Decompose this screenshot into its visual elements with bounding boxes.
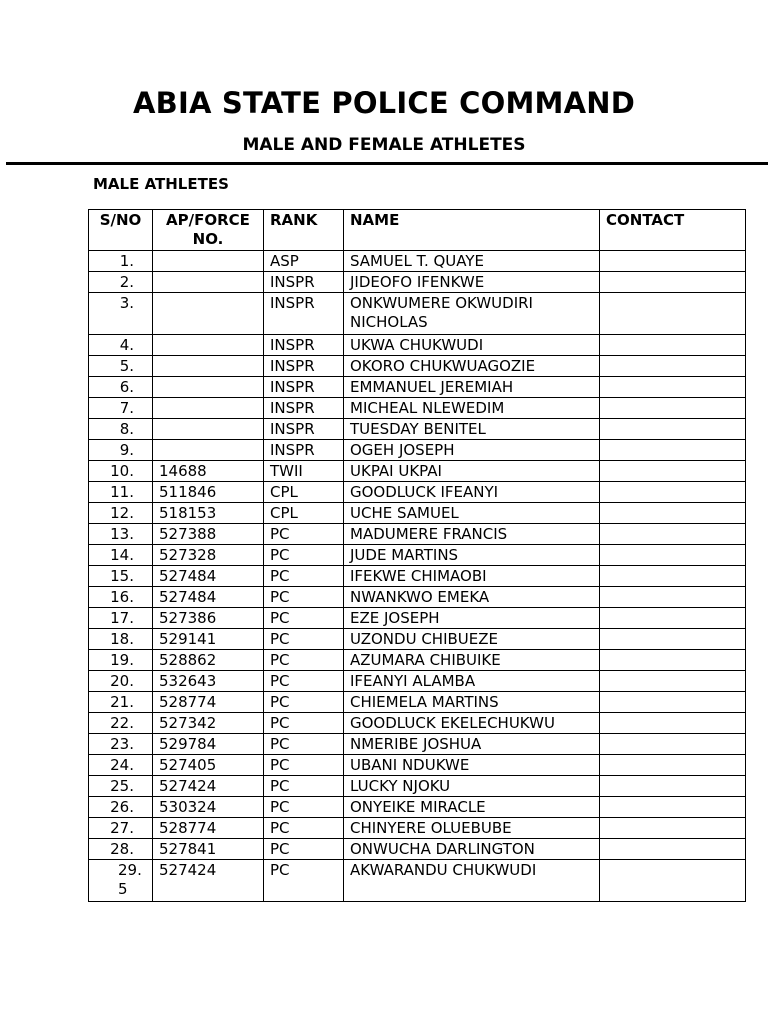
header-force-no: AP/FORCE NO. bbox=[153, 210, 264, 251]
cell-force-no: 527424 bbox=[153, 860, 264, 902]
cell-rank: PC bbox=[264, 608, 344, 629]
cell-sn: 17. bbox=[89, 608, 153, 629]
cell-contact bbox=[600, 503, 746, 524]
cell-force-no: 529141 bbox=[153, 629, 264, 650]
cell-contact bbox=[600, 293, 746, 335]
cell-contact bbox=[600, 566, 746, 587]
cell-force-no: 527386 bbox=[153, 608, 264, 629]
cell-name: JUDE MARTINS bbox=[344, 545, 600, 566]
cell-rank: TWII bbox=[264, 461, 344, 482]
table-row bbox=[89, 356, 746, 377]
cell-name: GOODLUCK EKELECHUKWU bbox=[344, 713, 600, 734]
cell-contact bbox=[600, 650, 746, 671]
cell-sn: 12. bbox=[89, 503, 153, 524]
table-row bbox=[89, 377, 746, 398]
cell-force-no: 527484 bbox=[153, 587, 264, 608]
cell-contact bbox=[600, 272, 746, 293]
section-heading: MALE ATHLETES bbox=[93, 175, 229, 193]
cell-force-no bbox=[153, 293, 264, 335]
table-row bbox=[89, 251, 746, 272]
cell-force-no: 527841 bbox=[153, 839, 264, 860]
cell-rank: PC bbox=[264, 734, 344, 755]
cell-force-no bbox=[153, 335, 264, 356]
table-row bbox=[89, 755, 746, 776]
cell-rank: CPL bbox=[264, 503, 344, 524]
cell-sn: 2. bbox=[89, 272, 153, 293]
table-row bbox=[89, 419, 746, 440]
cell-rank: PC bbox=[264, 692, 344, 713]
cell-rank: INSPR bbox=[264, 356, 344, 377]
athletes-table bbox=[88, 209, 746, 902]
cell-name: UCHE SAMUEL bbox=[344, 503, 600, 524]
table-row bbox=[89, 566, 746, 587]
cell-name: JIDEOFO IFENKWE bbox=[344, 272, 600, 293]
cell-sn: 29. 5 bbox=[89, 860, 153, 902]
cell-name: UZONDU CHIBUEZE bbox=[344, 629, 600, 650]
cell-contact bbox=[600, 335, 746, 356]
cell-name: OGEH JOSEPH bbox=[344, 440, 600, 461]
cell-force-no bbox=[153, 440, 264, 461]
cell-sn: 1. bbox=[89, 251, 153, 272]
cell-rank: PC bbox=[264, 545, 344, 566]
header-name: NAME bbox=[344, 210, 600, 251]
cell-rank: PC bbox=[264, 629, 344, 650]
cell-force-no: 527328 bbox=[153, 545, 264, 566]
cell-rank: INSPR bbox=[264, 377, 344, 398]
cell-sn: 9. bbox=[89, 440, 153, 461]
cell-contact bbox=[600, 377, 746, 398]
cell-name: IFEANYI ALAMBA bbox=[344, 671, 600, 692]
table-row bbox=[89, 839, 746, 860]
cell-contact bbox=[600, 860, 746, 902]
cell-force-no: 527484 bbox=[153, 566, 264, 587]
cell-name: AKWARANDU CHUKWUDI bbox=[344, 860, 600, 902]
table-row bbox=[89, 734, 746, 755]
cell-force-no: 528774 bbox=[153, 818, 264, 839]
cell-name: ONKWUMERE OKWUDIRI NICHOLAS bbox=[344, 293, 600, 335]
cell-sn: 28. bbox=[89, 839, 153, 860]
cell-contact bbox=[600, 398, 746, 419]
cell-sn: 23. bbox=[89, 734, 153, 755]
table-row bbox=[89, 545, 746, 566]
cell-rank: PC bbox=[264, 818, 344, 839]
cell-force-no: 527405 bbox=[153, 755, 264, 776]
table-row bbox=[89, 461, 746, 482]
cell-force-no bbox=[153, 251, 264, 272]
cell-rank: PC bbox=[264, 524, 344, 545]
cell-sn: 22. bbox=[89, 713, 153, 734]
cell-force-no: 527388 bbox=[153, 524, 264, 545]
cell-rank: PC bbox=[264, 566, 344, 587]
cell-contact bbox=[600, 608, 746, 629]
cell-sn: 15. bbox=[89, 566, 153, 587]
table-row bbox=[89, 671, 746, 692]
cell-rank: CPL bbox=[264, 482, 344, 503]
cell-sn: 10. bbox=[89, 461, 153, 482]
cell-sn: 26. bbox=[89, 797, 153, 818]
cell-sn: 18. bbox=[89, 629, 153, 650]
cell-sn: 3. bbox=[89, 293, 153, 335]
cell-sn: 5. bbox=[89, 356, 153, 377]
cell-force-no bbox=[153, 272, 264, 293]
cell-name: MICHEAL NLEWEDIM bbox=[344, 398, 600, 419]
cell-name: AZUMARA CHIBUIKE bbox=[344, 650, 600, 671]
cell-name: OKORO CHUKWUAGOZIE bbox=[344, 356, 600, 377]
table-row bbox=[89, 650, 746, 671]
table-row bbox=[89, 335, 746, 356]
cell-sn: 27. bbox=[89, 818, 153, 839]
document-title: ABIA STATE POLICE COMMAND bbox=[133, 86, 635, 120]
cell-name: UKPAI UKPAI bbox=[344, 461, 600, 482]
cell-rank: PC bbox=[264, 650, 344, 671]
cell-sn: 20. bbox=[89, 671, 153, 692]
table-row bbox=[89, 503, 746, 524]
cell-contact bbox=[600, 734, 746, 755]
cell-contact bbox=[600, 671, 746, 692]
cell-name: UBANI NDUKWE bbox=[344, 755, 600, 776]
table-body bbox=[89, 251, 746, 902]
cell-name: EZE JOSEPH bbox=[344, 608, 600, 629]
horizontal-rule bbox=[6, 162, 768, 165]
table-row bbox=[89, 692, 746, 713]
table-row bbox=[89, 776, 746, 797]
table-row bbox=[89, 482, 746, 503]
cell-rank: PC bbox=[264, 671, 344, 692]
table-row bbox=[89, 272, 746, 293]
cell-contact bbox=[600, 419, 746, 440]
table-row bbox=[89, 398, 746, 419]
cell-rank: PC bbox=[264, 776, 344, 797]
cell-contact bbox=[600, 545, 746, 566]
cell-rank: INSPR bbox=[264, 272, 344, 293]
cell-force-no: 14688 bbox=[153, 461, 264, 482]
cell-sn: 6. bbox=[89, 377, 153, 398]
cell-rank: INSPR bbox=[264, 440, 344, 461]
cell-contact bbox=[600, 461, 746, 482]
cell-name: LUCKY NJOKU bbox=[344, 776, 600, 797]
cell-sn: 16. bbox=[89, 587, 153, 608]
cell-sn: 8. bbox=[89, 419, 153, 440]
cell-force-no: 527342 bbox=[153, 713, 264, 734]
cell-force-no bbox=[153, 419, 264, 440]
cell-name: NMERIBE JOSHUA bbox=[344, 734, 600, 755]
table-row bbox=[89, 293, 746, 335]
cell-rank: PC bbox=[264, 839, 344, 860]
cell-force-no: 529784 bbox=[153, 734, 264, 755]
cell-force-no: 527424 bbox=[153, 776, 264, 797]
cell-contact bbox=[600, 797, 746, 818]
cell-contact bbox=[600, 692, 746, 713]
cell-name: NWANKWO EMEKA bbox=[344, 587, 600, 608]
document-subtitle: MALE AND FEMALE ATHLETES bbox=[242, 135, 526, 155]
header-contact: CONTACT bbox=[600, 210, 746, 251]
cell-rank: PC bbox=[264, 797, 344, 818]
cell-force-no: 511846 bbox=[153, 482, 264, 503]
cell-sn: 13. bbox=[89, 524, 153, 545]
cell-name: IFEKWE CHIMAOBI bbox=[344, 566, 600, 587]
cell-contact bbox=[600, 629, 746, 650]
table-row bbox=[89, 629, 746, 650]
cell-sn: 4. bbox=[89, 335, 153, 356]
cell-sn: 21. bbox=[89, 692, 153, 713]
cell-name: MADUMERE FRANCIS bbox=[344, 524, 600, 545]
cell-rank: PC bbox=[264, 587, 344, 608]
cell-sn: 14. bbox=[89, 545, 153, 566]
cell-contact bbox=[600, 776, 746, 797]
table-row bbox=[89, 524, 746, 545]
header-sn: S/NO bbox=[89, 210, 153, 251]
cell-name: CHINYERE OLUEBUBE bbox=[344, 818, 600, 839]
cell-contact bbox=[600, 839, 746, 860]
table-row bbox=[89, 587, 746, 608]
cell-force-no: 532643 bbox=[153, 671, 264, 692]
cell-force-no: 518153 bbox=[153, 503, 264, 524]
cell-name: EMMANUEL JEREMIAH bbox=[344, 377, 600, 398]
table-header-row bbox=[89, 210, 746, 251]
cell-contact bbox=[600, 356, 746, 377]
cell-force-no: 530324 bbox=[153, 797, 264, 818]
table-row bbox=[89, 797, 746, 818]
cell-name: UKWA CHUKWUDI bbox=[344, 335, 600, 356]
cell-sn: 24. bbox=[89, 755, 153, 776]
cell-rank: ASP bbox=[264, 251, 344, 272]
cell-contact bbox=[600, 755, 746, 776]
table-row bbox=[89, 713, 746, 734]
table-row bbox=[89, 818, 746, 839]
cell-rank: INSPR bbox=[264, 293, 344, 335]
cell-sn: 19. bbox=[89, 650, 153, 671]
cell-name: TUESDAY BENITEL bbox=[344, 419, 600, 440]
cell-contact bbox=[600, 818, 746, 839]
cell-rank: INSPR bbox=[264, 398, 344, 419]
cell-force-no bbox=[153, 356, 264, 377]
cell-sn: 11. bbox=[89, 482, 153, 503]
cell-name: ONWUCHA DARLINGTON bbox=[344, 839, 600, 860]
cell-name: SAMUEL T. QUAYE bbox=[344, 251, 600, 272]
table-row bbox=[89, 860, 746, 902]
cell-rank: PC bbox=[264, 713, 344, 734]
cell-name: CHIEMELA MARTINS bbox=[344, 692, 600, 713]
cell-force-no: 528774 bbox=[153, 692, 264, 713]
cell-contact bbox=[600, 482, 746, 503]
cell-sn: 25. bbox=[89, 776, 153, 797]
cell-force-no bbox=[153, 377, 264, 398]
cell-contact bbox=[600, 251, 746, 272]
cell-sn: 7. bbox=[89, 398, 153, 419]
cell-name: ONYEIKE MIRACLE bbox=[344, 797, 600, 818]
table-row bbox=[89, 440, 746, 461]
cell-rank: PC bbox=[264, 755, 344, 776]
cell-rank: INSPR bbox=[264, 335, 344, 356]
cell-force-no: 528862 bbox=[153, 650, 264, 671]
cell-contact bbox=[600, 587, 746, 608]
cell-rank: INSPR bbox=[264, 419, 344, 440]
cell-name: GOODLUCK IFEANYI bbox=[344, 482, 600, 503]
table-row bbox=[89, 608, 746, 629]
cell-force-no bbox=[153, 398, 264, 419]
cell-rank: PC bbox=[264, 860, 344, 902]
cell-contact bbox=[600, 713, 746, 734]
cell-contact bbox=[600, 524, 746, 545]
cell-contact bbox=[600, 440, 746, 461]
header-rank: RANK bbox=[264, 210, 344, 251]
